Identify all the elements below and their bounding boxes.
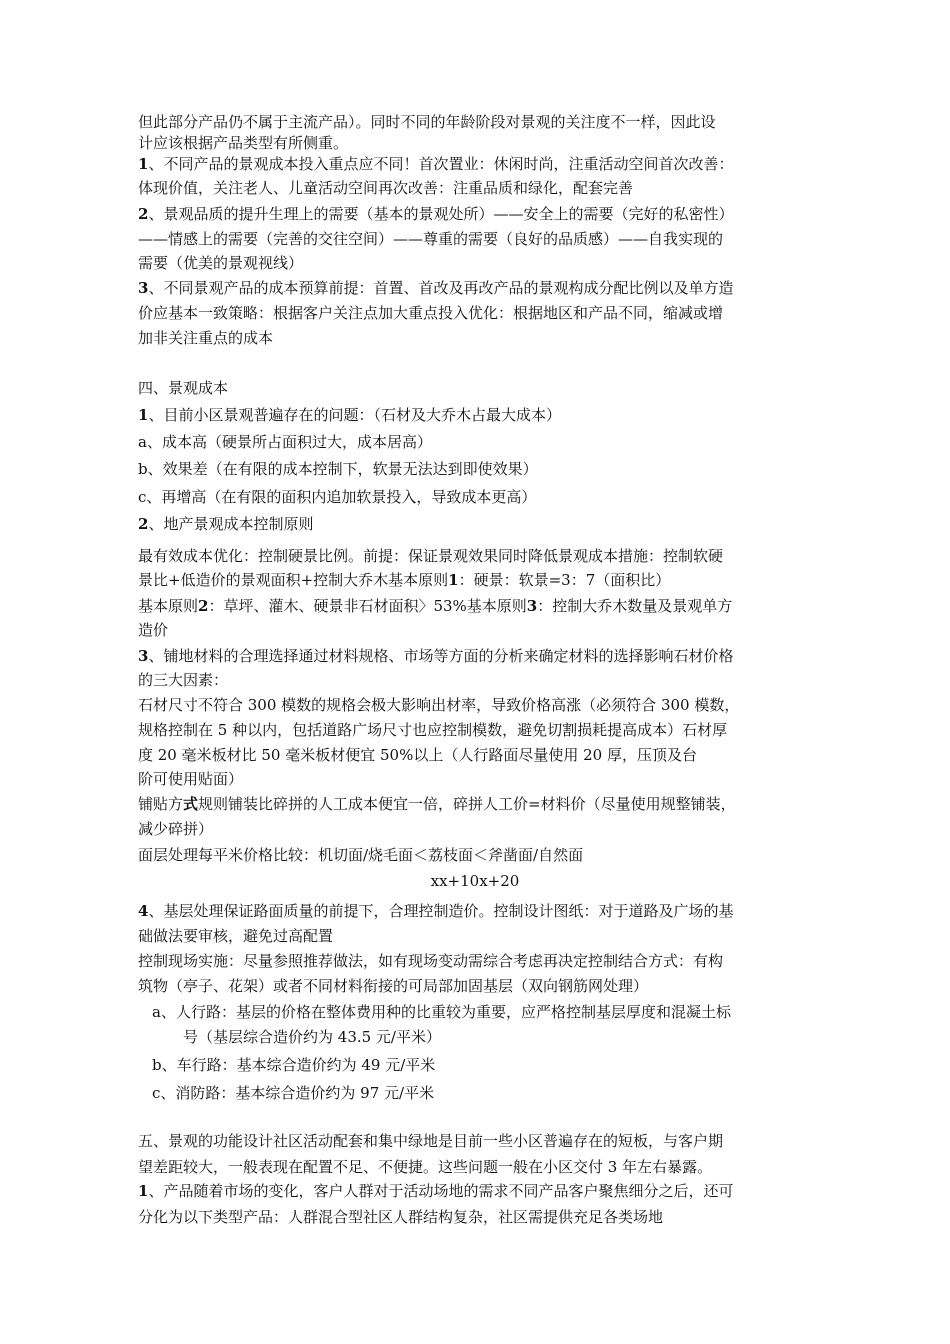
numbered-item-2-line <box>138 204 733 224</box>
list-item-c: c、消防路：基本综合造价约为 97 元/平米 <box>152 1084 435 1102</box>
text-run: ：控制大乔木数量及景观单方 <box>537 597 733 615</box>
paragraph-line: 控制现场实施：尽量参照推荐做法，如有现场变动需综合考虑再决定控制结合方式：有构 <box>138 952 724 970</box>
item-text: 、目前小区景观普遍存在的问题：（石材及大乔木占最大成本） <box>148 406 561 424</box>
item-text: 、产品随着市场的变化，客户人群对于活动场地的需求不同产品客户聚焦细分之后，还可 <box>148 1182 734 1200</box>
numbered-item-2-line <box>138 514 313 534</box>
paragraph-line: 但此部分产品仍不属于主流产品）。同时不同的年龄阶段对景观的关注度不一样，因此设 <box>138 113 716 131</box>
paragraph-line: 造价 <box>138 621 169 639</box>
text-run: ：硬景：软景=3：7（面积比） <box>458 571 671 589</box>
paragraph-line: 分化为以下类型产品：人群混合型社区人群结构复杂，社区需提供充足各类场地 <box>138 1208 664 1226</box>
principle-number: 1 <box>448 571 459 589</box>
item-number: 1 <box>138 406 149 424</box>
item-number: 3 <box>138 647 149 665</box>
text-run: 基本原则 <box>138 597 199 615</box>
paragraph-line: 规格控制在 5 种以内，包括道路广场尺寸也应控制模数，避免切割损耗提高成本）石材厚 <box>138 721 728 739</box>
paragraph-line <box>138 570 670 590</box>
list-item-a: a、人行路：基层的价格在整体费用种的比重较为重要，应严格控制基层厚度和混凝土标 <box>152 1003 731 1021</box>
paragraph-line <box>138 596 732 616</box>
formula-line: xx+10x+20 <box>430 872 520 890</box>
numbered-item-1-line <box>138 405 561 425</box>
bold-text-run: 式 <box>183 795 199 813</box>
list-item-b: b、车行路：基本综合造价约为 49 元/平米 <box>152 1056 436 1074</box>
item-text: 、不同产品的景观成本投入重点应不同！首次置业：休闲时尚，注重活动空间首次改善： <box>148 155 734 173</box>
paragraph-line: 价应基本一致策略：根据客户关注点加大重点投入优化：根据地区和产品不同，缩减或增 <box>138 304 724 322</box>
paragraph-line: 最有效成本优化：控制硬景比例。前提：保证景观效果同时降低景观成本措施：控制软硬 <box>138 547 724 565</box>
item-text: 、铺地材料的合理选择通过材料规格、市场等方面的分析来确定材料的选择影响石材价格 <box>148 647 734 665</box>
numbered-item-3-line <box>138 278 733 298</box>
paragraph-line: 望差距较大，一般表现在配置不足、不便捷。这些问题一般在小区交付 3 年左右暴露。 <box>138 1158 713 1176</box>
item-number: 1 <box>138 155 149 173</box>
paragraph-line: 石材尺寸不符合 300 模数的规格会极大影响出材率，导致价格高涨（必须符合 300 模数， <box>138 696 740 714</box>
numbered-item-3-line <box>138 646 733 666</box>
text-run: 景比+低造价的景观面积+控制大乔木基本原则 <box>138 571 449 589</box>
section-heading-line: 五、景观的功能设计社区活动配套和集中绿地是目前一些小区普遍存在的短板，与客户期 <box>138 1132 724 1150</box>
list-item-a: a、成本高（硬景所占面积过大，成本居高） <box>138 433 432 451</box>
item-number: 1 <box>138 1182 149 1200</box>
item-number: 2 <box>138 515 149 533</box>
paragraph-line: ——情感上的需要（完善的交往空间）——尊重的需要（良好的品质感）——自我实现的 <box>138 230 724 248</box>
paragraph-line: 需要（优美的景观视线） <box>138 254 304 272</box>
paragraph-line: 度 20 毫米板材比 50 毫米板材便宜 50%以上（人行路面尽量使用 20 厚，压顶及台 <box>138 746 697 764</box>
text-run: 规则铺装比碎拼的人工成本便宜一倍，碎拼人工价=材料价（尽量使用规整铺装， <box>198 795 736 813</box>
paragraph-line: 计应该根据产品类型有所侧重。 <box>138 134 349 152</box>
item-number: 3 <box>138 279 149 297</box>
paragraph-line: 面层处理每平米价格比较：机切面/烧毛面＜荔枝面＜斧凿面/自然面 <box>138 846 584 864</box>
item-text: 、地产景观成本控制原则 <box>148 515 314 533</box>
numbered-item-4-line <box>138 901 733 921</box>
paragraph-line: 减少碎拼） <box>138 820 214 838</box>
section-heading: 四、景观成本 <box>138 379 229 397</box>
numbered-item-1-line <box>138 154 733 174</box>
text-run: 铺贴方 <box>138 795 184 813</box>
paragraph-line: 体现价值，关注老人、儿童活动空间再次改善：注重品质和绿化，配套完善 <box>138 179 634 197</box>
list-item-c: c、再增高（在有限的面积内追加软景投入，导致成本更高） <box>138 488 537 506</box>
item-number: 4 <box>138 902 149 920</box>
paragraph-line: 础做法要审核，避免过高配置 <box>138 927 334 945</box>
item-text: 、基层处理保证路面质量的前提下，合理控制造价。控制设计图纸：对于道路及广场的基 <box>148 902 734 920</box>
paragraph-line <box>138 794 736 814</box>
paragraph-line: 的三大因素： <box>138 671 229 689</box>
paragraph-line: 加非关注重点的成本 <box>138 329 274 347</box>
paragraph-line: 筑物（亭子、花架）或者不同材料衔接的可局部加固基层（双向钢筋网处理） <box>138 977 649 995</box>
principle-number: 3 <box>526 597 538 615</box>
item-text: 、景观品质的提升生理上的需要（基本的景观处所）——安全上的需要（完好的私密性） <box>148 205 734 223</box>
item-text: 、不同景观产品的成本预算前提：首置、首改及再改产品的景观构成分配比例以及单方造 <box>148 279 734 297</box>
numbered-item-1-line <box>138 1181 733 1201</box>
list-item-b: b、效果差（在有限的成本控制下，软景无法达到即使效果） <box>138 460 538 478</box>
text-run: ：草坪、灌木、硬景非石材面积〉53%基本原则 <box>208 597 527 615</box>
list-item-a-continued: 号（基层综合造价约为 43.5 元/平米） <box>183 1028 441 1046</box>
paragraph-line: 阶可使用贴面） <box>138 770 244 788</box>
principle-number: 2 <box>198 597 209 615</box>
item-number: 2 <box>138 205 149 223</box>
